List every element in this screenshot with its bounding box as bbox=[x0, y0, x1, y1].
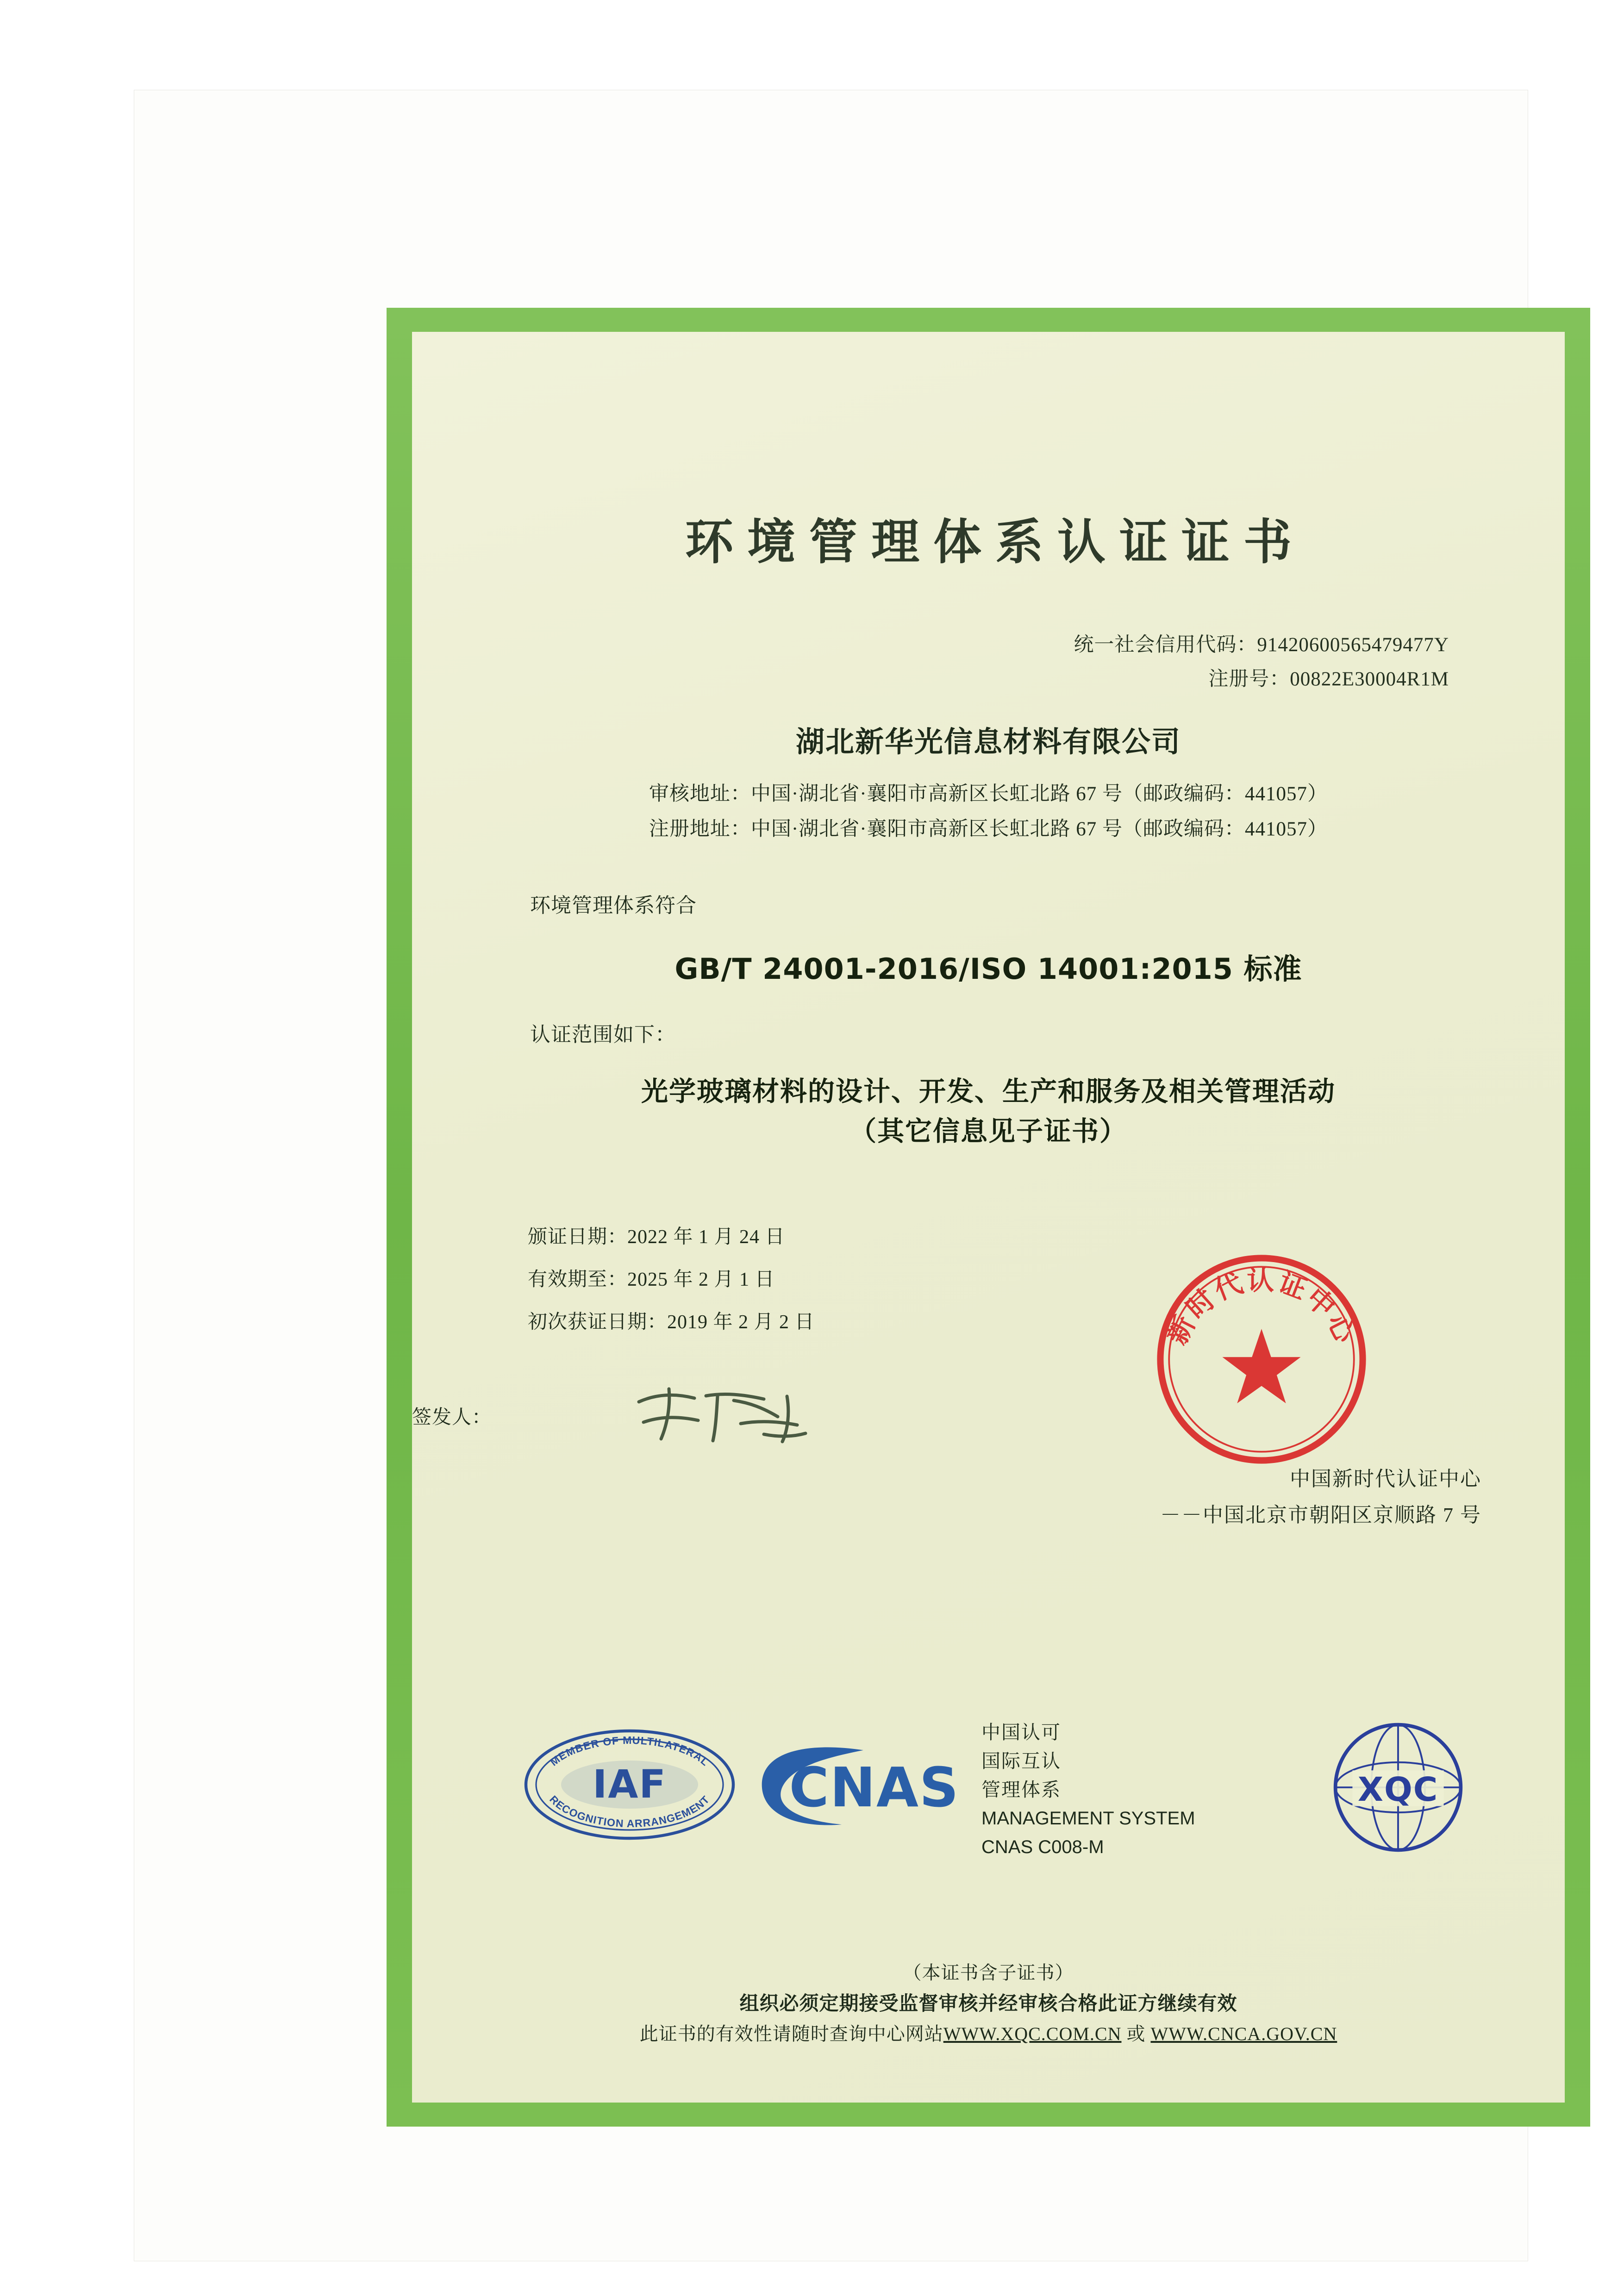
scope-label: 认证范围如下： bbox=[530, 1023, 676, 1046]
scanned-page bbox=[134, 90, 1528, 2261]
signer-label: 签发人： bbox=[412, 1407, 492, 1428]
accreditation-logos bbox=[412, 1718, 1565, 1866]
cnas-cn-line-2: 国际互认 bbox=[981, 1750, 1061, 1772]
handwritten-signature bbox=[625, 1380, 819, 1449]
footer-validity-prefix: 此证书的有效性请随时查询中心网站 bbox=[639, 2023, 943, 2044]
issue-date: 颁证日期：2022 年 1 月 24 日 bbox=[528, 1226, 785, 1248]
issuer-block bbox=[1160, 1461, 1481, 1533]
official-red-stamp bbox=[1153, 1251, 1370, 1468]
standard-name: GB/T 24001-2016/ISO 14001:2015 标准 bbox=[675, 952, 1302, 986]
svg-text:MEMBER OF MULTILATERAL: MEMBER OF MULTILATERAL bbox=[548, 1734, 712, 1768]
certificate-body bbox=[412, 332, 1565, 2103]
scope-subnote: （其它信息见子证书） bbox=[849, 1115, 1127, 1147]
cnas-en-line-1: MANAGEMENT SYSTEM bbox=[981, 1808, 1195, 1829]
cnas-text-block bbox=[981, 1718, 1195, 1861]
svg-text:XQC: XQC bbox=[1357, 1770, 1439, 1809]
audit-address-line: 审核地址：中国·湖北省·襄阳市高新区长虹北路 67 号（邮政编码：441057） bbox=[649, 783, 1328, 805]
footer-link-separator: 或 bbox=[1121, 2023, 1151, 2044]
svg-text:CNAS: CNAS bbox=[789, 1756, 960, 1820]
first-certification-date: 初次获证日期：2019 年 2 月 2 日 bbox=[528, 1312, 815, 1333]
xqc-logo-icon bbox=[1331, 1720, 1465, 1854]
certificate-title: 环境管理体系认证证书 bbox=[685, 514, 1305, 570]
footer-surveillance-note: 组织必须定期接受监督审核并经审核合格此证方继续有效 bbox=[739, 1992, 1237, 2015]
scope-text: 光学玻璃材料的设计、开发、生产和服务及相关管理活动 bbox=[641, 1076, 1336, 1107]
footer-block bbox=[412, 1958, 1565, 2049]
issuer-address: －－中国北京市朝阳区京顺路 7 号 bbox=[1160, 1504, 1481, 1526]
footer-subcert-note: （本证书含子证书） bbox=[903, 1962, 1074, 1983]
cnca-website-link[interactable]: WWW.CNCA.GOV.CN bbox=[1150, 2023, 1337, 2044]
svg-text:RECOGNITION ARRANGEMENT: RECOGNITION ARRANGEMENT bbox=[547, 1793, 712, 1830]
xqc-website-link[interactable]: WWW.XQC.COM.CN bbox=[943, 2023, 1122, 2044]
cnas-cn-line-1: 中国认可 bbox=[981, 1722, 1061, 1743]
credit-code-line: 统一社会信用代码：91420600565479477Y bbox=[1074, 634, 1449, 656]
dates-block bbox=[412, 1216, 1565, 1344]
issuer-name: 中国新时代认证中心 bbox=[1290, 1468, 1481, 1490]
svg-text:新时代认证中心: 新时代认证中心 bbox=[1160, 1264, 1363, 1350]
svg-text:IAF: IAF bbox=[593, 1761, 667, 1807]
address-block bbox=[412, 777, 1565, 847]
iaf-logo-icon bbox=[523, 1727, 736, 1843]
certificate-border bbox=[387, 308, 1590, 2127]
expiry-date: 有效期至：2025 年 2 月 1 日 bbox=[528, 1269, 775, 1290]
footer-validity-note bbox=[412, 2019, 1565, 2049]
cnas-en-line-2: CNAS C008-M bbox=[981, 1837, 1104, 1857]
registration-number-line: 注册号：00822E30004R1M bbox=[1208, 668, 1449, 690]
registered-address-line: 注册地址：中国·湖北省·襄阳市高新区长虹北路 67 号（邮政编码：441057） bbox=[649, 818, 1328, 840]
signature-row bbox=[412, 1380, 1565, 1454]
company-name: 湖北新华光信息材料有限公司 bbox=[795, 725, 1181, 759]
cnas-cn-line-3: 管理体系 bbox=[981, 1779, 1061, 1800]
registration-codes bbox=[412, 628, 1565, 697]
conformity-label: 环境管理体系符合 bbox=[530, 894, 697, 917]
cnas-logo-icon bbox=[755, 1736, 972, 1834]
